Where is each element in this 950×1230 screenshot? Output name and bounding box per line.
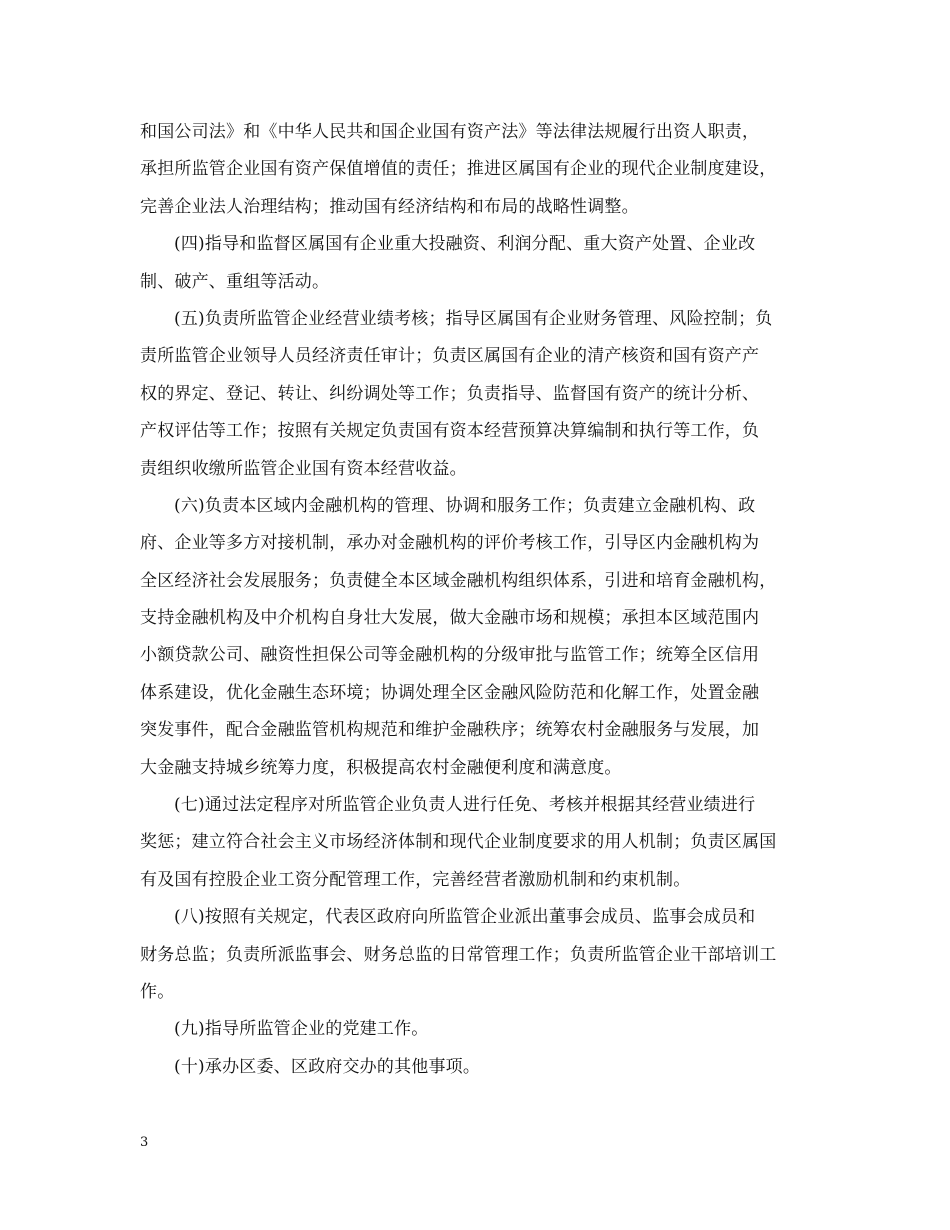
text-line: 责组织收缴所监管企业国有资本经营收益。: [140, 458, 467, 479]
text-line: 有及国有控股企业工资分配管理工作，完善经营者激励机制和约束机制。: [140, 869, 691, 890]
paragraph-start-line: (十)承办区委、区政府交办的其他事项。: [174, 1056, 481, 1077]
paragraph-start-line: (九)指导所监管企业的党建工作。: [174, 1019, 429, 1040]
text-line: 产权评估等工作；按照有关规定负责国有资本经营预算决算编制和执行等工作，负: [140, 421, 760, 442]
text-line: 大金融支持城乡统筹力度，积极提高农村金融便利度和满意度。: [140, 757, 622, 778]
text-line: 府、企业等多方对接机制，承办对金融机构的评价考核工作，引导区内金融机构为: [140, 533, 760, 554]
paragraph-start-line: (六)负责本区域内金融机构的管理、协调和服务工作；负责建立金融机构、政: [174, 495, 756, 516]
text-line: 财务总监；负责所派监事会、财务总监的日常管理工作；负责所监管企业干部培训工: [140, 944, 777, 965]
paragraph-start-line: (八)按照有关规定，代表区政府向所监管企业派出董事会成员、监事会成员和: [174, 907, 756, 928]
text-line: 全区经济社会发展服务；负责健全本区域金融机构组织体系，引进和培育金融机构，: [140, 570, 777, 591]
text-line: 小额贷款公司、融资性担保公司等金融机构的分级审批与监管工作；统筹全区信用: [140, 645, 760, 666]
text-line: 体系建设，优化金融生态环境；协调处理全区金融风险防范和化解工作，处置金融: [140, 682, 760, 703]
document-body: [140, 114, 816, 1086]
paragraph-start-line: (五)负责所监管企业经营业绩考核；指导区属国有企业财务管理、风险控制；负: [174, 308, 773, 329]
text-line: 支持金融机构及中介机构自身壮大发展，做大金融市场和规模；承担本区域范围内: [140, 608, 760, 629]
text-line: 和国公司法》和《中华人民共和国企业国有资产法》等法律法规履行出资人职责，: [140, 122, 760, 142]
text-line: 突发事件，配合金融监管机构规范和维护金融秩序；统筹农村金融服务与发展，加: [140, 720, 760, 741]
text-line: 作。: [140, 981, 175, 1002]
text-line: 完善企业法人治理结构；推动国有经济结构和布局的战略性调整。: [140, 196, 639, 217]
text-line: 奖惩；建立符合社会主义市场经济体制和现代企业制度要求的用人机制；负责区属国: [140, 832, 777, 853]
text-line: 承担所监管企业国有资产保值增值的责任；推进区属国有企业的现代企业制度建设，: [140, 159, 777, 180]
paragraph-start-line: (七)通过法定程序对所监管企业负责人进行任免、考核并根据其经营业绩进行: [174, 795, 756, 816]
text-line: 制、破产、重组等活动。: [140, 271, 330, 292]
text-line: 权的界定、登记、转让、纠纷调处等工作；负责指导、监督国有资产的统计分析、: [140, 383, 760, 404]
page-number: 3: [140, 1135, 149, 1150]
paragraph-start-line: (四)指导和监督区属国有企业重大投融资、利润分配、重大资产处置、企业改: [174, 234, 756, 255]
text-line: 责所监管企业领导人员经济责任审计；负责区属国有企业的清产核资和国有资产产: [140, 346, 760, 367]
